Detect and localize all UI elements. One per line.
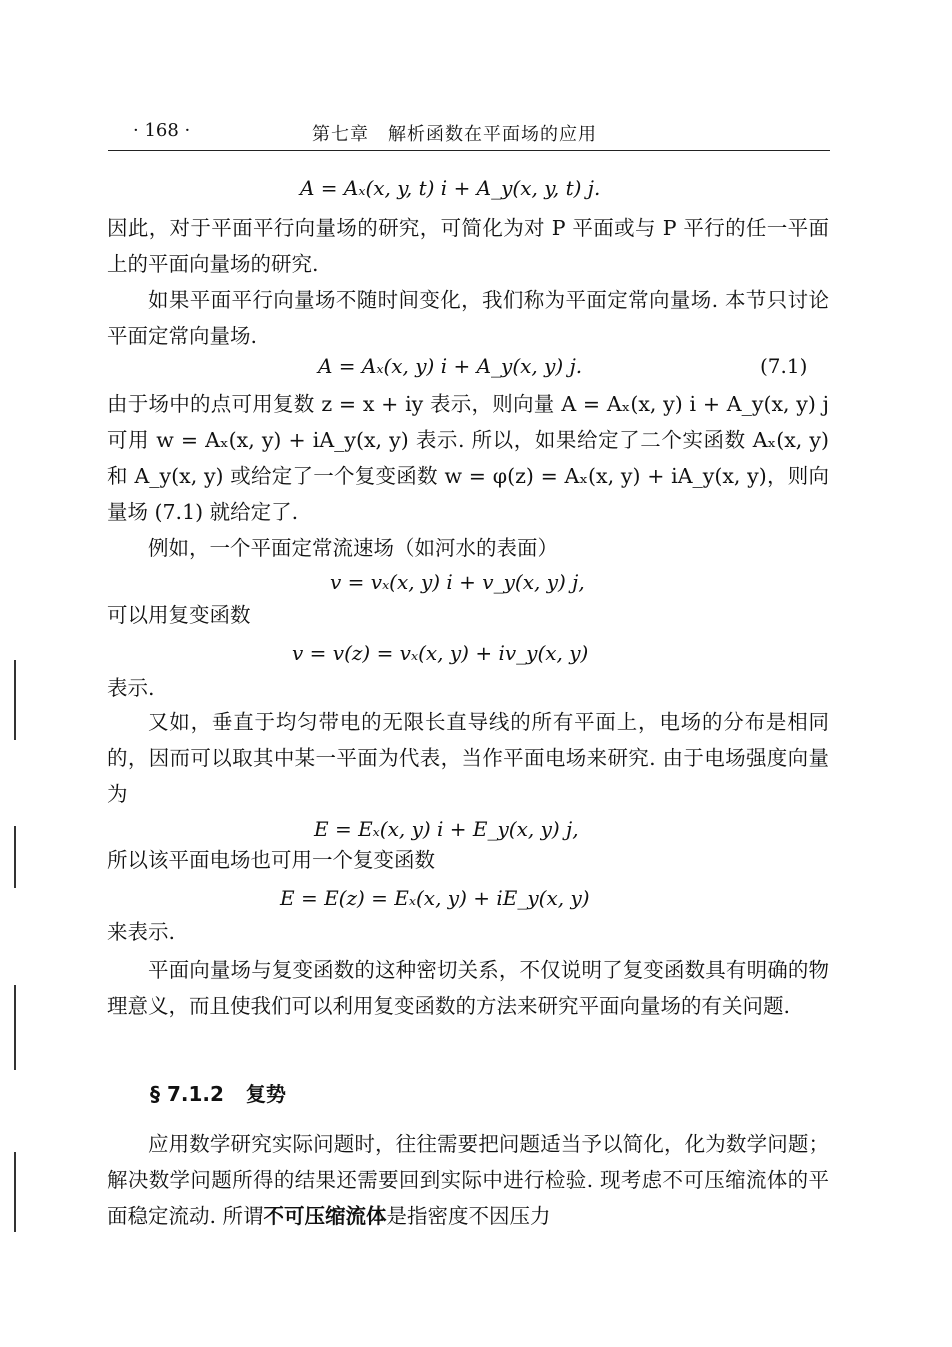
equation-vector-field-time: A = Aₓ(x, y, t) i + A_y(x, y, t) j. xyxy=(300,176,601,200)
paragraph-incompressible-fluid xyxy=(107,1126,829,1234)
margin-mark xyxy=(14,660,16,740)
header-rule xyxy=(108,150,830,151)
equation-velocity-field: v = vₓ(x, y) i + v_y(x, y) j, xyxy=(330,570,585,594)
equation-number: (7.1) xyxy=(760,354,808,378)
section-number: § 7.1.2 xyxy=(150,1082,224,1106)
equation-complex-velocity: v = v(z) = vₓ(x, y) + iv_y(x, y) xyxy=(292,641,589,665)
bold-term-incompressible-fluid: 不可压缩流体 xyxy=(263,1204,387,1228)
section-heading xyxy=(150,1078,308,1107)
paragraph-plane-parallel: 因此，对于平面平行向量场的研究，可简化为对 P 平面或与 P 平行的任一平面上的平面向量场的研究. xyxy=(107,216,829,276)
chapter-title: 第七章 解析函数在平面场的应用 xyxy=(312,124,597,145)
paragraph-complex-representation: 由于场中的点可用复数 z = x + iy 表示，则向量 A = Aₓ(x, y) i + A_y(x, y) j 可用 w = Aₓ(x, y) + iA_y(x, y) 表示. 所以，如果给定了二个实函数 Aₓ(x, y) 和 A_y(x, y) 或给定了一个复变函数 w = φ(z) = Aₓ(x, y) + iA_y(x, y)，则向量场 (7.1) 就给定了. xyxy=(107,392,829,524)
equation-7-1: A = Aₓ(x, y) i + A_y(x, y) j. xyxy=(318,354,583,378)
section-title: 复势 xyxy=(245,1082,286,1106)
paragraph-steady-field: 如果平面平行向量场不随时间变化，我们称为平面定常向量场. 本节只讨论平面定常向量场. xyxy=(107,288,829,348)
paragraph-complex-function-label: 可以用复变函数 xyxy=(107,603,251,627)
paragraph-electric-complex: 所以该平面电场也可用一个复变函数 xyxy=(107,848,435,872)
paragraph-flow-example: 例如，一个平面定常流速场（如河水的表面） xyxy=(148,536,558,560)
page-number: · 168 · xyxy=(133,120,191,141)
paragraph-represent: 表示. xyxy=(107,676,155,700)
paragraph-to-represent: 来表示. xyxy=(107,920,176,944)
margin-mark xyxy=(14,826,16,888)
equation-electric-field: E = Eₓ(x, y) i + E_y(x, y) j, xyxy=(314,817,579,841)
paragraph-text-start: 应用数学研究实际问题时，往往需要把问题适当予以简化，化为数学问题；解决数学问题所得的结果还需要回到实际中进行检验. 现考虑不可压缩流体的平面稳定流动. 所谓 xyxy=(107,1132,829,1228)
paragraph-text-end: 是指密度不因压力 xyxy=(386,1204,551,1228)
margin-mark xyxy=(14,985,16,1070)
equation-complex-electric: E = E(z) = Eₓ(x, y) + iE_y(x, y) xyxy=(280,886,590,910)
paragraph-relationship: 平面向量场与复变函数的这种密切关系，不仅说明了复变函数具有明确的物理意义，而且使我们可以利用复变函数的方法来研究平面向量场的有关问题. xyxy=(107,958,829,1018)
margin-mark xyxy=(14,1152,16,1232)
paragraph-electric-field: 又如，垂直于均匀带电的无限长直导线的所有平面上，电场的分布是相同的，因而可以取其中某一平面为代表，当作平面电场来研究. 由于电场强度向量为 xyxy=(107,710,829,806)
